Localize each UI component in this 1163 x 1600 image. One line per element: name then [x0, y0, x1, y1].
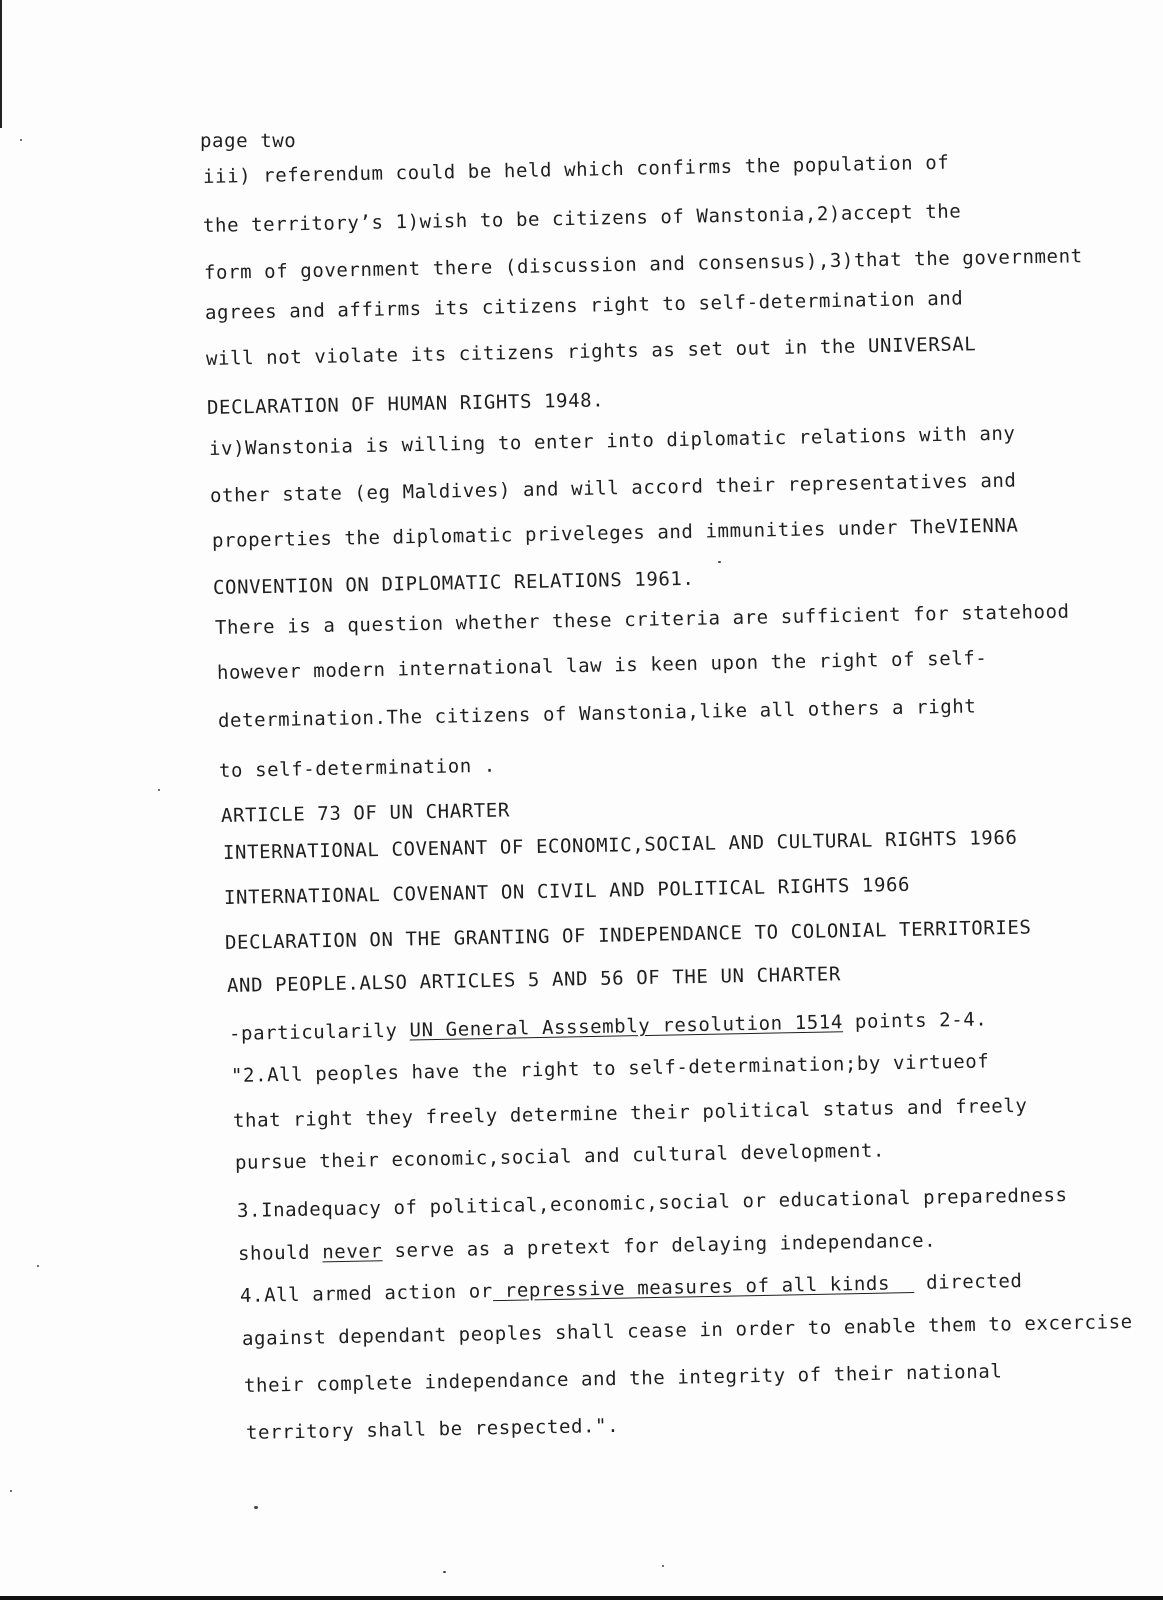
paragraph-iii-line: iii) referendum could be held which confirms the population of: [202, 151, 950, 188]
paragraph-iii-line: agrees and affirms its citizens right to self-determination and: [204, 287, 964, 324]
scan-speck: [662, 1565, 664, 1567]
resolution-suffix: points 2-4.: [842, 1008, 988, 1034]
scan-speck: [254, 1506, 258, 1509]
scan-speck: [443, 1571, 446, 1573]
quote-point-2-line: that right they freely determine their political status and freely: [232, 1094, 1028, 1132]
point-3-suffix: serve as a pretext for delaying independance.: [382, 1229, 937, 1263]
statehood-paragraph-line: There is a question whether these criteria are sufficient for statehood: [214, 600, 1070, 639]
scan-bottom-edge: [0, 1596, 1163, 1600]
paragraph-iv-line: other state (eg Maldives) and will accord their representatives and: [209, 469, 1017, 507]
paragraph-iii-line: the territory’s 1)wish to be citizens of Wanstonia,2)accept the: [202, 200, 962, 237]
scan-speck: [158, 789, 160, 791]
paragraph-iv-line: iv)Wanstonia is willing to enter into diplomatic relations with any: [208, 422, 1016, 460]
resolution-prefix: -particularily: [228, 1019, 410, 1045]
scan-speck: [37, 1265, 39, 1267]
point-3-prefix: should: [237, 1241, 323, 1265]
reference-line: INTERNATIONAL COVENANT ON CIVIL AND POLITICAL RIGHTS 1966: [223, 873, 911, 909]
resolution-line: [229, 1008, 988, 1045]
quote-point-4-line: [240, 1270, 1023, 1307]
reference-line: ARTICLE 73 OF UN CHARTER: [220, 799, 511, 827]
scan-speck: [718, 561, 721, 563]
paragraph-iv-line: properties the diplomatic priveleges and immunities under TheVIENNA: [211, 514, 1019, 552]
paragraph-iii-line: DECLARATION OF HUMAN RIGHTS 1948.: [206, 389, 605, 419]
point-4-suffix: directed: [913, 1269, 1023, 1295]
statehood-paragraph-line: however modern international law is keen upon the right of self-: [216, 647, 988, 684]
quote-point-2-line: pursue their economic,social and cultural development.: [234, 1139, 886, 1174]
paragraph-iv-line: CONVENTION ON DIPLOMATIC RELATIONS 1961.: [212, 567, 695, 599]
point-4-prefix: 4.All armed action or: [239, 1280, 493, 1307]
paragraph-iii-line: will not violate its citizens rights as set out in the UNIVERSAL: [205, 333, 977, 370]
statehood-paragraph-line: determination.The citizens of Wanstonia,like all others a right: [217, 695, 977, 732]
quote-point-3-line: [238, 1230, 937, 1265]
quote-point-3-line: 3.Inadequacy of political,economic,social or educational preparedness: [236, 1184, 1068, 1222]
reference-line: DECLARATION ON THE GRANTING OF INDEPENDANCE TO COLONIAL TERRITORIES: [224, 916, 1032, 954]
scan-edge-mark: [0, 0, 2, 128]
resolution-title-underlined: UN General Asssembly resolution 1514: [409, 1011, 844, 1042]
statehood-paragraph-line: to self-determination .: [218, 754, 497, 782]
quote-point-2-line: "2.All peoples have the right to self-determination;by virtueof: [230, 1050, 990, 1087]
point-4-underlined-phrase: repressive measures of all kinds: [492, 1272, 915, 1303]
reference-line: AND PEOPLE.ALSO ARTICLES 5 AND 56 OF THE UN CHARTER: [226, 963, 842, 997]
reference-line: INTERNATIONAL COVENANT OF ECONOMIC,SOCIAL AND CULTURAL RIGHTS 1966: [222, 826, 1018, 864]
scan-speck: [10, 1490, 12, 1492]
quote-point-4-line: their complete independance and the integrity of their national: [243, 1360, 1003, 1397]
quote-point-4-line: against dependant peoples shall cease in order to enable them to excercise: [241, 1310, 1133, 1350]
point-3-underlined-never: never: [322, 1240, 383, 1264]
paragraph-iii-line: form of government there (discussion and consensus),3)that the government: [203, 245, 1083, 284]
quote-point-4-line: territory shall be respected.".: [245, 1414, 620, 1444]
scan-speck: [20, 139, 22, 141]
page-label: page two: [200, 130, 297, 152]
